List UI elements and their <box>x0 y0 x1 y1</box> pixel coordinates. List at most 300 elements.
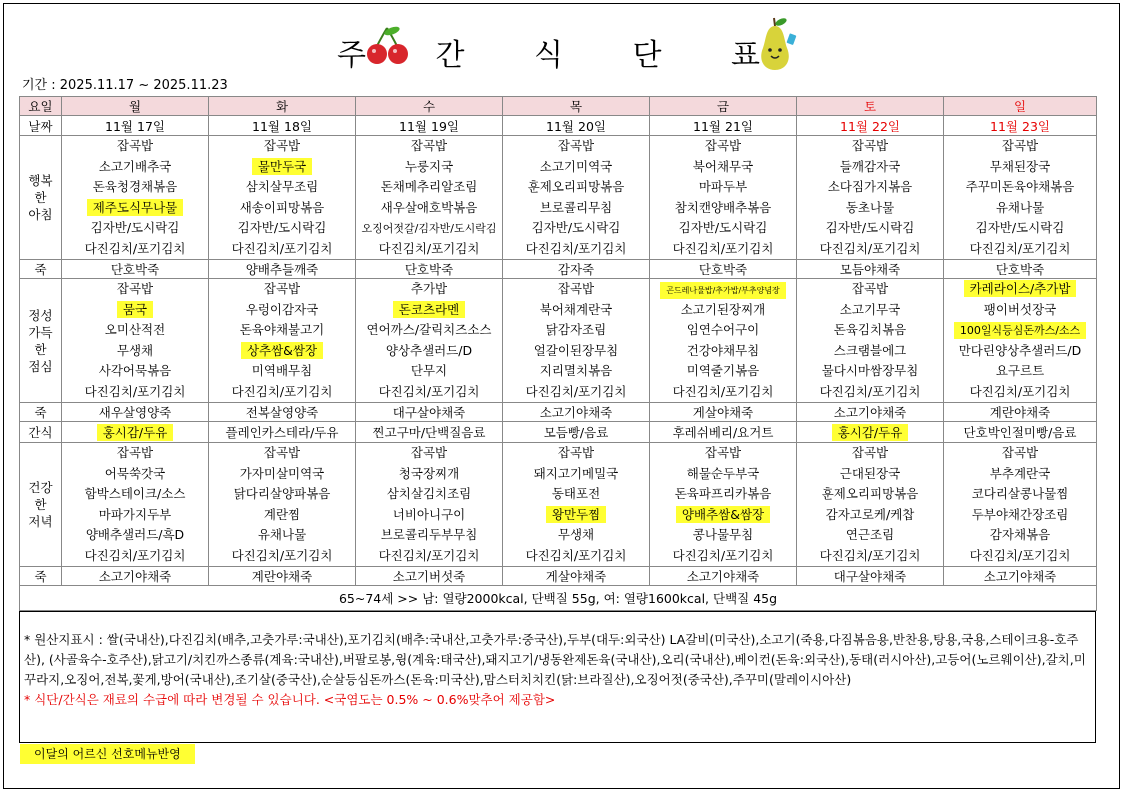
dinner-item <box>356 525 502 546</box>
lunch-porridge: 소고기야채죽 <box>503 403 650 422</box>
menu-item-text: 소고기미역국 <box>539 158 613 174</box>
menu-item-text: 양배추쌈&쌈장 <box>676 506 770 523</box>
dinner-item <box>944 546 1096 567</box>
menu-table <box>19 96 1097 611</box>
lunch-item <box>503 361 649 382</box>
breakfast-item <box>356 239 502 260</box>
menu-item-text: 다진김치/포기김치 <box>819 547 921 563</box>
breakfast-item <box>503 177 649 198</box>
menu-item-text: 연근조림 <box>845 527 895 542</box>
page-title: 주 간 식 단 표 <box>336 38 791 73</box>
dinner-item <box>944 443 1096 464</box>
lunch-item <box>209 300 355 321</box>
breakfast-item-list <box>209 136 355 259</box>
breakfast-item <box>356 136 502 157</box>
menu-item-text: 다진김치/포기김치 <box>525 383 627 399</box>
lunch-item <box>62 341 208 362</box>
breakfast-cell <box>944 136 1097 260</box>
day-date: 11월 21일 <box>650 116 797 136</box>
menu-item-text: 콩나물무침 <box>692 527 754 542</box>
lunch-item <box>209 341 355 362</box>
lunch-item <box>62 382 208 403</box>
menu-item-text: 다진김치/포기김치 <box>378 240 480 256</box>
menu-item-text: 김자반/도시락김 <box>678 220 768 235</box>
breakfast-item <box>650 177 796 198</box>
menu-item-text: 마파두부 <box>698 179 748 194</box>
snack-cell <box>62 422 209 443</box>
lunch-item <box>944 320 1096 341</box>
menu-item-text: 잡곡밥 <box>1001 445 1039 460</box>
breakfast-item <box>944 157 1096 178</box>
dinner-porridge: 소고기버섯죽 <box>356 567 503 586</box>
breakfast-item <box>62 239 208 260</box>
menu-item-text: 함박스테이크/소스 <box>84 486 186 501</box>
lunch-cell <box>209 279 356 403</box>
menu-item-text: 삼치살무조림 <box>245 179 319 194</box>
dinner-cell <box>356 443 503 567</box>
lunch-cell <box>503 279 650 403</box>
dinner-label: 건강 한 저녁 <box>20 443 62 567</box>
menu-item-text: 훈제오리피망볶음 <box>527 179 625 194</box>
menu-item-text: 김자반/도시락김 <box>825 220 915 235</box>
dinner-item <box>209 546 355 567</box>
dinner-item <box>62 484 208 505</box>
breakfast-item-list <box>503 136 649 259</box>
menu-item-text: 잡곡밥 <box>263 281 301 296</box>
day-name: 월 <box>62 97 209 116</box>
lunch-item <box>356 341 502 362</box>
lunch-item <box>650 300 796 321</box>
lunch-item <box>356 382 502 403</box>
breakfast-item <box>650 157 796 178</box>
lunch-item <box>797 320 943 341</box>
breakfast-porridge: 양배추들깨죽 <box>209 260 356 279</box>
lunch-porridge: 새우살영양죽 <box>62 403 209 422</box>
snack-text: 홍시감/두유 <box>832 424 909 441</box>
menu-item-text: 잡곡밥 <box>704 445 742 460</box>
menu-item-text: 양상추샐러드/D <box>385 342 473 358</box>
lunch-porridge: 대구살야채죽 <box>356 403 503 422</box>
menu-item-text: 다진김치/포기김치 <box>819 240 921 256</box>
menu-item-text: 잡곡밥 <box>263 445 301 460</box>
dinner-item <box>650 525 796 546</box>
dinner-item <box>503 546 649 567</box>
menu-item-text: 단무지 <box>410 363 448 378</box>
dinner-cell <box>62 443 209 567</box>
breakfast-item <box>209 136 355 157</box>
lunch-item <box>650 320 796 341</box>
menu-item-text: 근대된장국 <box>839 465 901 481</box>
menu-item-text: 잡곡밥 <box>410 138 448 153</box>
menu-item-text: 유채나물 <box>257 527 307 542</box>
menu-item-text: 뭄국 <box>117 301 153 318</box>
breakfast-cell <box>356 136 503 260</box>
origin-note: * 원산지표시 : 쌀(국내산),다진김치(배추,고춧가루:국내산),포기김치(배추:국내산,고춧가루:중국산),두부(대두:외국산) LA갈비(미국산),소고기(죽용,다짐볶음용,반찬용,탕용,국용,스테이크용-호주산), (사골육수-호주산),닭고기/치킨까스종류(계육:국내산),버팔로봉,윙(계육:태국산),돼지고기/냉동완제돈육(국내산),오리(국내산),베이컨(돈육:외국산),동태(러시아산),고등어(노르웨이산),갈치,미꾸라지,오징어,전복,꽃게,방어(국내산),조기살(중국산),순살등심돈까스(돈육:미국산),맘스터치치킨(닭:브라질산),오징어젓(중국산),주꾸미(말레이시아산) <box>24 632 1086 687</box>
lunch-item <box>797 279 943 300</box>
lunch-item <box>209 279 355 300</box>
dinner-item <box>503 464 649 485</box>
breakfast-item <box>650 239 796 260</box>
breakfast-item-list <box>944 136 1096 259</box>
breakfast-item <box>62 177 208 198</box>
lunch-item-list <box>944 279 1096 402</box>
breakfast-item <box>356 157 502 178</box>
menu-item-text: 잡곡밥 <box>851 281 889 296</box>
day-name: 수 <box>356 97 503 116</box>
dinner-porridge: 소고기야채죽 <box>650 567 797 586</box>
dinner-item <box>797 443 943 464</box>
menu-item-text: 연어까스/갈릭치즈소스 <box>366 322 492 337</box>
menu-item-text: 미역배무침 <box>251 363 313 378</box>
breakfast-porridge: 단호박죽 <box>944 260 1097 279</box>
menu-item-text: 김자반/도시락김 <box>531 220 621 235</box>
menu-item-text: 두부야채간장조림 <box>971 506 1069 522</box>
breakfast-item <box>944 239 1096 260</box>
menu-item-text: 잡곡밥 <box>116 281 154 296</box>
menu-item-text: 코다리살콩나물찜 <box>971 486 1069 501</box>
menu-item-text: 요구르트 <box>995 363 1045 378</box>
snack-text: 찐고구마/단백질음료 <box>372 425 486 440</box>
dinner-porridge: 소고기야채죽 <box>62 567 209 586</box>
menu-item-text: 삼치살김치조림 <box>386 486 472 501</box>
menu-item-text: 물다시마쌈장무침 <box>821 363 919 378</box>
breakfast-item <box>650 198 796 219</box>
lunch-item <box>503 341 649 362</box>
lunch-item-list <box>503 279 649 402</box>
breakfast-porridge: 감자죽 <box>503 260 650 279</box>
lunch-item <box>797 382 943 403</box>
menu-item-text: 잡곡밥 <box>557 138 595 153</box>
dinner-item <box>356 464 502 485</box>
menu-item-text: 잡곡밥 <box>557 281 595 296</box>
lunch-item <box>650 382 796 403</box>
lunch-item <box>62 279 208 300</box>
menu-item-text: 물만두국 <box>252 158 312 175</box>
dinner-item <box>797 484 943 505</box>
dinner-item <box>62 546 208 567</box>
dinner-item-list <box>650 443 796 566</box>
breakfast-item <box>209 177 355 198</box>
dinner-cell <box>944 443 1097 567</box>
breakfast-item <box>209 198 355 219</box>
breakfast-item <box>650 218 796 239</box>
day-name: 목 <box>503 97 650 116</box>
breakfast-item <box>356 177 502 198</box>
breakfast-item <box>209 218 355 239</box>
preference-badge: 이달의 어르신 선호메뉴반영 <box>20 744 195 764</box>
menu-item-text: 건강야채무침 <box>686 342 760 358</box>
snack-cell <box>503 422 650 443</box>
snack-cell <box>650 422 797 443</box>
menu-item-text: 김자반/도시락김 <box>975 220 1065 235</box>
lunch-item <box>209 382 355 403</box>
menu-item-text: 다진김치/포기김치 <box>525 240 627 256</box>
lunch-item <box>650 361 796 382</box>
menu-item-text: 돈육야채불고기 <box>239 322 325 337</box>
lunch-item <box>797 361 943 382</box>
dinner-item <box>356 484 502 505</box>
dinner-item <box>209 484 355 505</box>
menu-item-text: 동초나물 <box>845 199 895 215</box>
dinner-item-list <box>356 443 502 566</box>
lunch-item <box>944 341 1096 362</box>
day-date: 11월 17일 <box>62 116 209 136</box>
menu-item-text: 다진김치/포기김치 <box>84 383 186 399</box>
breakfast-cell <box>797 136 944 260</box>
day-date: 11월 20일 <box>503 116 650 136</box>
menu-item-text: 다진김치/포기김치 <box>231 547 333 563</box>
lunch-label: 정성 가득 한 점심 <box>20 279 62 403</box>
dinner-item-list <box>503 443 649 566</box>
lunch-item-list <box>209 279 355 402</box>
breakfast-item <box>503 136 649 157</box>
menu-item-text: 새송이피망볶음 <box>239 199 325 215</box>
breakfast-porridge: 모듬야채죽 <box>797 260 944 279</box>
date-row <box>20 116 1097 136</box>
dinner-item <box>797 505 943 526</box>
snack-text: 단호박인절미빵/음료 <box>963 425 1077 440</box>
breakfast-cell <box>209 136 356 260</box>
dinner-item <box>503 525 649 546</box>
menu-item-text: 누룽지국 <box>404 158 454 174</box>
breakfast-porridge: 단호박죽 <box>356 260 503 279</box>
menu-item-text: 북어채계란국 <box>539 301 613 317</box>
dinner-porridge: 대구살야채죽 <box>797 567 944 586</box>
lunch-porridge: 전복살영양죽 <box>209 403 356 422</box>
menu-item-text: 소고기배추국 <box>98 158 172 174</box>
lunch-cell <box>62 279 209 403</box>
menu-item-text: 북어채무국 <box>692 158 754 174</box>
dinner-porridge: 소고기야채죽 <box>944 567 1097 586</box>
lunch-porridge-label: 죽 <box>20 403 62 422</box>
breakfast-item-list <box>356 136 502 259</box>
lunch-item-list <box>62 279 208 402</box>
menu-item-text: 만다린양상추샐러드/D <box>958 342 1082 358</box>
menu-item-text: 지리멸치볶음 <box>539 363 613 378</box>
menu-item-text: 양배추샐러드/흑D <box>85 527 185 542</box>
menu-item-text: 돈육김치볶음 <box>833 322 907 337</box>
breakfast-label: 행복 한 아침 <box>20 136 62 260</box>
menu-item-text: 스크램블에그 <box>833 342 907 358</box>
menu-item-text: 새우살애호박볶음 <box>380 199 478 215</box>
snack-text: 홍시감/두유 <box>97 424 174 441</box>
day-name: 화 <box>209 97 356 116</box>
menu-item-text: 팽이버섯장국 <box>983 301 1057 317</box>
lunch-cell <box>797 279 944 403</box>
dinner-item-list <box>62 443 208 566</box>
lunch-item <box>209 320 355 341</box>
dinner-item <box>503 443 649 464</box>
menu-item-text: 카레라이스/추가밥 <box>964 280 1077 297</box>
lunch-item <box>62 361 208 382</box>
snack-cell <box>944 422 1097 443</box>
dinner-item <box>356 546 502 567</box>
dinner-porridge-row <box>20 567 1097 586</box>
lunch-item <box>944 279 1096 300</box>
breakfast-porridge: 단호박죽 <box>62 260 209 279</box>
menu-item-text: 사각어묵볶음 <box>98 363 172 378</box>
menu-item-text: 돈육파프리카볶음 <box>674 486 772 501</box>
menu-item-text: 잡곡밥 <box>116 138 154 153</box>
breakfast-item <box>503 157 649 178</box>
dinner-item <box>797 464 943 485</box>
day-date: 11월 19일 <box>356 116 503 136</box>
day-header-label: 요일 <box>20 97 62 116</box>
menu-item-text: 다진김치/포기김치 <box>969 240 1071 256</box>
dinner-item <box>62 464 208 485</box>
day-name: 토 <box>797 97 944 116</box>
dinner-cell <box>797 443 944 567</box>
dinner-item <box>650 464 796 485</box>
menu-item-text: 동태포전 <box>551 486 601 501</box>
dinner-item <box>356 505 502 526</box>
breakfast-item <box>62 157 208 178</box>
dinner-porridge: 게살야채죽 <box>503 567 650 586</box>
menu-item-text: 감자고로케/케찹 <box>825 506 915 522</box>
menu-item-text: 무생채 <box>116 342 154 358</box>
lunch-cell <box>944 279 1097 403</box>
breakfast-item <box>797 136 943 157</box>
lunch-porridge-row <box>20 403 1097 422</box>
snack-cell <box>356 422 503 443</box>
breakfast-item <box>797 157 943 178</box>
menu-item-text: 잡곡밥 <box>1001 138 1039 153</box>
menu-item-text: 마파가지두부 <box>98 506 172 522</box>
dinner-item <box>797 525 943 546</box>
dinner-item <box>356 443 502 464</box>
menu-item-text: 다진김치/포기김치 <box>231 383 333 399</box>
menu-change-warning: * 식단/간식은 재료의 수급에 따라 변경될 수 있습니다. <국염도는 0.5% ~ 0.6%맞추어 제공함> <box>24 692 556 707</box>
snack-text: 모듬빵/음료 <box>543 425 609 440</box>
dinner-item <box>944 484 1096 505</box>
lunch-item <box>503 320 649 341</box>
menu-item-text: 오미산적전 <box>104 322 166 337</box>
dinner-item <box>62 505 208 526</box>
lunch-item <box>62 300 208 321</box>
menu-item-text: 돈육청경채볶음 <box>92 179 178 194</box>
lunch-cell <box>650 279 797 403</box>
menu-item-text: 김자반/도시락김 <box>237 220 327 235</box>
lunch-item <box>356 300 502 321</box>
breakfast-item <box>62 136 208 157</box>
menu-item-text: 오징어젓갈/김자반/도시락김 <box>361 222 497 235</box>
lunch-item <box>944 300 1096 321</box>
menu-item-text: 다진김치/포기김치 <box>969 383 1071 399</box>
lunch-porridge: 소고기야채죽 <box>797 403 944 422</box>
menu-item-text: 다진김치/포기김치 <box>84 240 186 256</box>
breakfast-item <box>797 177 943 198</box>
menu-item-text: 다진김치/포기김치 <box>672 383 774 399</box>
menu-item-text: 브로콜리무침 <box>539 199 613 215</box>
menu-item-text: 왕만두찜 <box>546 506 606 523</box>
day-date: 11월 18일 <box>209 116 356 136</box>
dinner-row <box>20 443 1097 567</box>
dinner-item <box>209 464 355 485</box>
lunch-item-list <box>356 279 502 402</box>
menu-item-text: 소고기무국 <box>839 301 901 317</box>
menu-item-text: 무채된장국 <box>989 158 1051 174</box>
snack-cell <box>209 422 356 443</box>
menu-item-text: 들깨감자국 <box>839 158 901 174</box>
dinner-item <box>944 505 1096 526</box>
dinner-item <box>797 546 943 567</box>
dinner-item <box>209 525 355 546</box>
breakfast-item <box>503 218 649 239</box>
breakfast-porridge-label: 죽 <box>20 260 62 279</box>
lunch-item <box>797 300 943 321</box>
breakfast-item <box>944 136 1096 157</box>
menu-item-text: 소다짐가지볶음 <box>827 179 913 194</box>
menu-item-text: 감자채볶음 <box>989 527 1051 542</box>
menu-item-text: 잡곡밥 <box>116 445 154 460</box>
dinner-cell <box>209 443 356 567</box>
snack-cell <box>797 422 944 443</box>
lunch-porridge: 게살야채죽 <box>650 403 797 422</box>
dinner-item <box>62 525 208 546</box>
lunch-item <box>209 361 355 382</box>
lunch-item <box>797 341 943 362</box>
lunch-item <box>650 279 796 300</box>
menu-item-text: 돈코츠라멘 <box>393 301 465 318</box>
menu-item-text: 김자반/도시락김 <box>90 220 180 235</box>
lunch-porridge: 계란야채죽 <box>944 403 1097 422</box>
menu-item-text: 잡곡밥 <box>557 445 595 460</box>
menu-item-text: 다진김치/포기김치 <box>672 240 774 256</box>
lunch-item <box>650 341 796 362</box>
menu-item-text: 청국장찌개 <box>398 465 460 481</box>
nutrition-text: 65~74세 >> 남: 열량2000kcal, 단백질 55g, 여: 열량1600kcal, 단백질 45g <box>20 586 1097 611</box>
menu-item-text: 부추계란국 <box>989 465 1051 481</box>
menu-item-text: 우렁이감자국 <box>245 301 319 317</box>
menu-item-text: 돈채메추리알조림 <box>380 179 478 194</box>
menu-item-text: 너비아니구이 <box>392 506 466 522</box>
menu-item-text: 추가밥 <box>410 281 448 296</box>
menu-item-text: 돼지고기메밀국 <box>533 465 619 481</box>
menu-item-text: 다진김치/포기김치 <box>84 547 186 563</box>
lunch-item-list <box>797 279 943 402</box>
breakfast-porridge: 단호박죽 <box>650 260 797 279</box>
menu-item-text: 잡곡밥 <box>263 138 301 153</box>
dinner-item <box>650 484 796 505</box>
menu-item-text: 상추쌈&쌈장 <box>241 342 323 359</box>
lunch-item <box>356 361 502 382</box>
menu-item-text: 얼갈이된장무침 <box>533 342 619 358</box>
breakfast-item <box>944 177 1096 198</box>
menu-item-text: 다진김치/포기김치 <box>378 383 480 399</box>
dinner-item <box>944 464 1096 485</box>
nutrition-row <box>20 586 1097 611</box>
breakfast-item <box>356 218 502 239</box>
dinner-item <box>209 443 355 464</box>
dinner-cell <box>650 443 797 567</box>
day-name: 금 <box>650 97 797 116</box>
snack-text: 플레인카스테라/두유 <box>225 425 339 440</box>
lunch-item <box>356 320 502 341</box>
menu-item-text: 닭감자조림 <box>545 322 607 337</box>
dinner-item-list <box>209 443 355 566</box>
menu-item-text: 닭다리살양파볶음 <box>233 486 331 501</box>
menu-item-text: 주꾸미돈육야채볶음 <box>965 179 1075 194</box>
lunch-item-list <box>650 279 796 402</box>
day-date: 11월 22일 <box>797 116 944 136</box>
breakfast-item <box>62 198 208 219</box>
dinner-item <box>209 505 355 526</box>
menu-item-text: 다진김치/포기김치 <box>819 383 921 399</box>
lunch-item <box>944 382 1096 403</box>
menu-item-text: 참치캔양배추볶음 <box>674 199 772 215</box>
dinner-porridge-label: 죽 <box>20 567 62 586</box>
dinner-item <box>62 443 208 464</box>
